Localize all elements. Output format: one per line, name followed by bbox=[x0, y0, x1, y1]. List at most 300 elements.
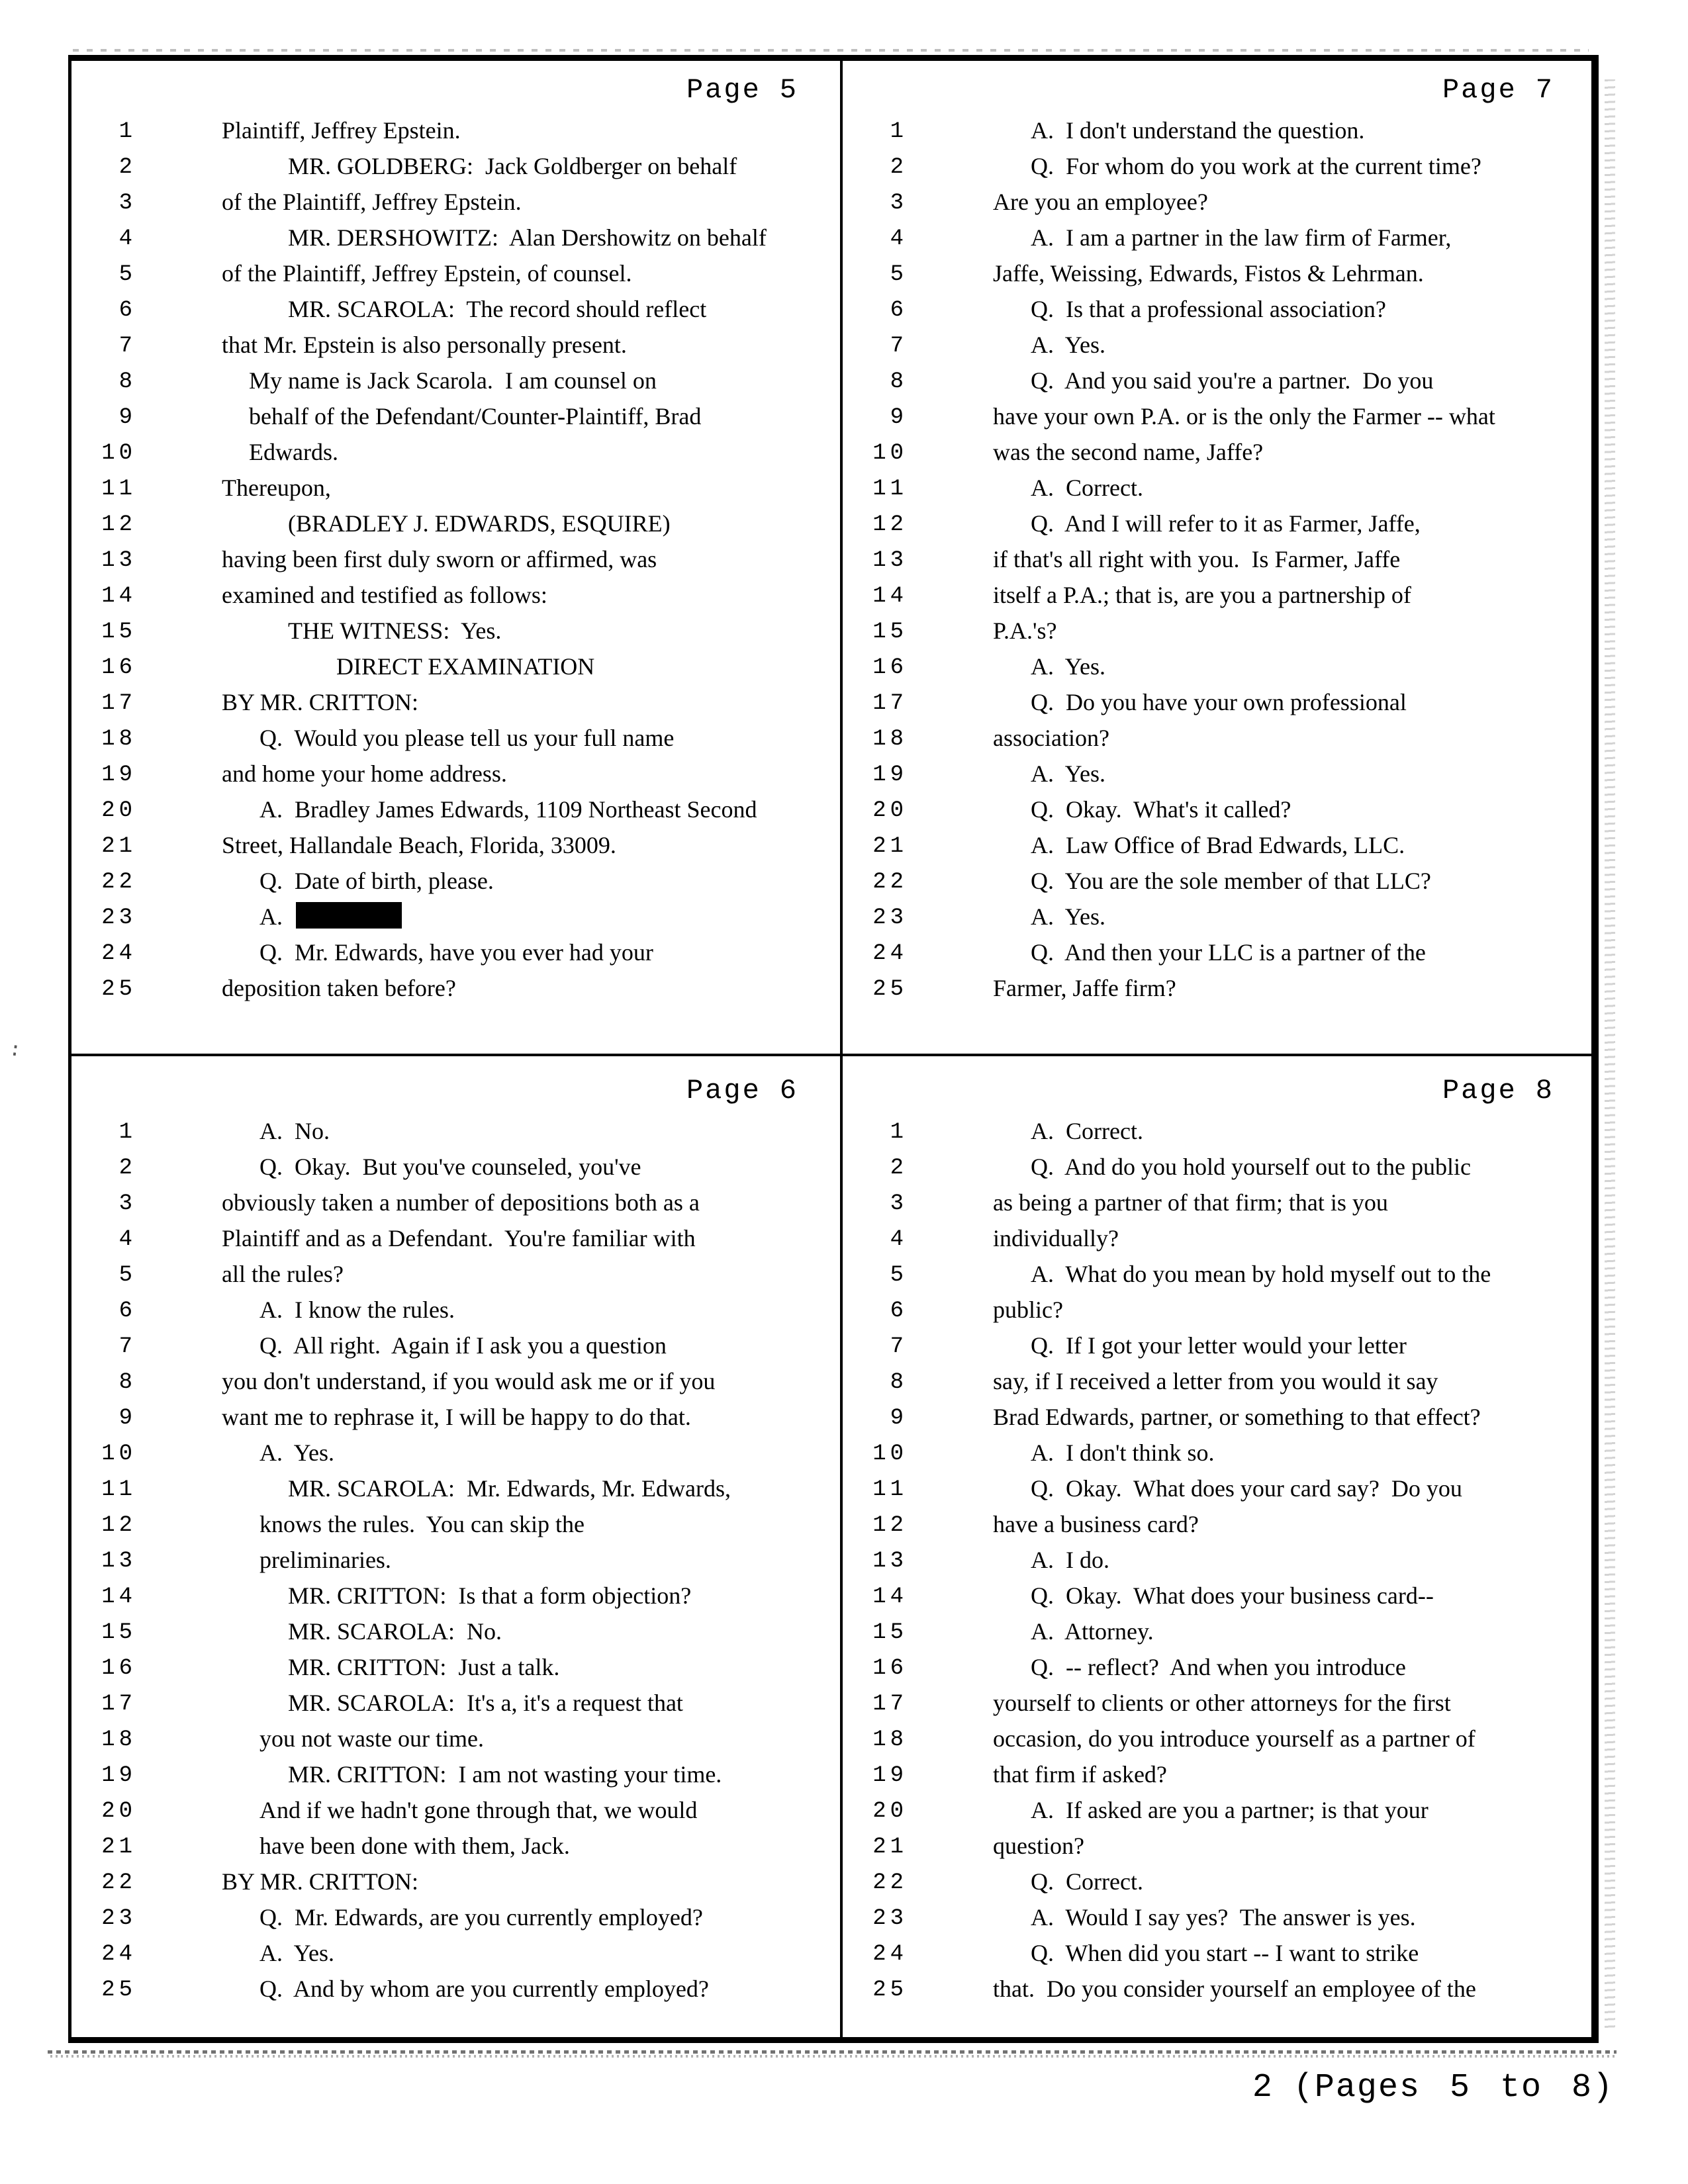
line-text: Q. Okay. But you've counseled, you've bbox=[259, 1154, 641, 1180]
line-text: occasion, do you introduce yourself as a partner of bbox=[993, 1725, 1476, 1752]
line-text: Jaffe, Weissing, Edwards, Fistos & Lehrman. bbox=[993, 260, 1424, 287]
line-number: 22 bbox=[101, 870, 136, 895]
line-text: THE WITNESS: Yes. bbox=[288, 617, 502, 644]
transcript-line bbox=[73, 936, 839, 972]
line-number: 11 bbox=[872, 1477, 908, 1502]
line-list bbox=[73, 114, 839, 1007]
line-text: A. Bradley James Edwards, 1109 Northeast Second bbox=[259, 796, 757, 823]
page-header-number: 6 bbox=[779, 1075, 798, 1107]
line-text: A. Yes. bbox=[1031, 653, 1106, 680]
line-text: BY MR. CRITTON: bbox=[222, 689, 419, 715]
line-text: A. Yes. bbox=[1031, 760, 1106, 787]
line-number: 8 bbox=[118, 369, 136, 394]
line-text: deposition taken before? bbox=[222, 975, 456, 1001]
line-text: Street, Hallandale Beach, Florida, 33009. bbox=[222, 832, 616, 858]
line-number: 11 bbox=[872, 477, 908, 502]
transcript-line bbox=[844, 650, 1595, 686]
transcript-line bbox=[844, 936, 1595, 972]
transcript-line bbox=[73, 1472, 839, 1508]
transcript-line bbox=[844, 400, 1595, 435]
transcript-line bbox=[844, 1794, 1595, 1829]
line-number: 12 bbox=[101, 1513, 136, 1538]
line-number: 6 bbox=[890, 1298, 908, 1324]
transcript-line bbox=[73, 578, 839, 614]
transcript-line bbox=[73, 1257, 839, 1293]
line-text: Plaintiff, Jeffrey Epstein. bbox=[222, 117, 461, 144]
transcript-line bbox=[73, 757, 839, 793]
line-number: 2 bbox=[118, 155, 136, 180]
line-text: Q. Mr. Edwards, have you ever had your bbox=[259, 939, 653, 966]
transcript-line bbox=[844, 1829, 1595, 1865]
line-number: 9 bbox=[890, 405, 908, 430]
transcript-line bbox=[844, 328, 1595, 364]
transcript-line bbox=[73, 1936, 839, 1972]
line-number: 4 bbox=[890, 1227, 908, 1252]
scan-noise-right bbox=[1605, 79, 1615, 2032]
line-text: you don't understand, if you would ask me or if you bbox=[222, 1368, 716, 1394]
line-number: 14 bbox=[872, 1584, 908, 1610]
page-header-label: Page bbox=[1442, 1075, 1517, 1107]
transcript-line bbox=[73, 1758, 839, 1794]
line-number: 22 bbox=[872, 870, 908, 895]
line-number: 16 bbox=[872, 1656, 908, 1681]
line-number: 17 bbox=[101, 1692, 136, 1717]
line-text: obviously taken a number of depositions both as a bbox=[222, 1189, 700, 1216]
page-header-number: 8 bbox=[1535, 1075, 1554, 1107]
line-number: 15 bbox=[872, 619, 908, 645]
transcript-line bbox=[73, 471, 839, 507]
transcript-line bbox=[73, 1329, 839, 1365]
line-number: 10 bbox=[872, 1441, 908, 1467]
line-text: Edwards. bbox=[249, 439, 338, 465]
line-number: 18 bbox=[101, 727, 136, 752]
transcript-line bbox=[844, 1543, 1595, 1579]
line-text: Q. Is that a professional association? bbox=[1031, 296, 1386, 322]
transcript-line bbox=[73, 972, 839, 1007]
line-text: association? bbox=[993, 725, 1109, 751]
transcript-line bbox=[844, 1329, 1595, 1365]
line-text: public? bbox=[993, 1297, 1063, 1323]
line-text: of the Plaintiff, Jeffrey Epstein. bbox=[222, 189, 522, 215]
transcript-line bbox=[844, 1150, 1595, 1186]
line-text: of the Plaintiff, Jeffrey Epstein, of counsel. bbox=[222, 260, 632, 287]
line-number: 23 bbox=[872, 1906, 908, 1931]
line-number: 10 bbox=[101, 441, 136, 466]
transcript-line bbox=[73, 1365, 839, 1400]
line-text: and home your home address. bbox=[222, 760, 507, 787]
line-number: 18 bbox=[872, 727, 908, 752]
line-number: 7 bbox=[118, 334, 136, 359]
transcript-line bbox=[73, 829, 839, 864]
line-text: Q. Date of birth, please. bbox=[259, 868, 494, 894]
line-text: MR. CRITTON: I am not wasting your time. bbox=[288, 1761, 722, 1788]
page-header-number: 7 bbox=[1535, 74, 1554, 106]
line-number: 2 bbox=[890, 1156, 908, 1181]
transcript-line bbox=[73, 721, 839, 757]
transcript-line bbox=[73, 543, 839, 578]
line-text: Q. Mr. Edwards, are you currently employed? bbox=[259, 1904, 703, 1931]
line-text: question? bbox=[993, 1833, 1084, 1859]
line-number: 1 bbox=[890, 1120, 908, 1145]
line-text: MR. SCAROLA: No. bbox=[288, 1618, 502, 1645]
redaction-box bbox=[296, 902, 402, 929]
line-text: A. I don't think so. bbox=[1031, 1439, 1215, 1466]
transcript-line bbox=[844, 1400, 1595, 1436]
transcript-line bbox=[844, 900, 1595, 936]
line-number: 3 bbox=[118, 1191, 136, 1216]
line-number: 14 bbox=[101, 1584, 136, 1610]
line-text: A. Yes. bbox=[1031, 332, 1106, 358]
line-number: 1 bbox=[118, 119, 136, 144]
page-header bbox=[73, 58, 839, 106]
line-text: have been done with them, Jack. bbox=[259, 1833, 570, 1859]
line-text: A. Correct. bbox=[1031, 1118, 1143, 1144]
line-text: behalf of the Defendant/Counter-Plaintiff, Brad bbox=[249, 403, 702, 430]
transcript-line bbox=[73, 150, 839, 185]
transcript-line bbox=[844, 293, 1595, 328]
transcript-line bbox=[73, 257, 839, 293]
line-text: examined and testified as follows: bbox=[222, 582, 547, 608]
page-header-number: 5 bbox=[779, 74, 798, 106]
line-number: 22 bbox=[872, 1870, 908, 1895]
line-text: Are you an employee? bbox=[993, 189, 1208, 215]
transcript-line bbox=[73, 1186, 839, 1222]
transcript-line bbox=[73, 864, 839, 900]
line-text: DIRECT EXAMINATION bbox=[336, 653, 595, 680]
line-number: 21 bbox=[101, 1835, 136, 1860]
line-number: 13 bbox=[101, 1549, 136, 1574]
line-number: 25 bbox=[101, 977, 136, 1002]
line-text: having been first duly sworn or affirmed, was bbox=[222, 546, 657, 572]
line-number: 2 bbox=[118, 1156, 136, 1181]
line-number: 9 bbox=[890, 1406, 908, 1431]
line-number: 9 bbox=[118, 1406, 136, 1431]
line-number: 8 bbox=[118, 1370, 136, 1395]
line-number: 21 bbox=[101, 834, 136, 859]
line-number: 15 bbox=[872, 1620, 908, 1645]
line-text: Q. And I will refer to it as Farmer, Jaffe, bbox=[1031, 510, 1421, 537]
line-number: 16 bbox=[101, 1656, 136, 1681]
transcript-line bbox=[73, 1436, 839, 1472]
line-text: all the rules? bbox=[222, 1261, 344, 1287]
transcript-line bbox=[844, 543, 1595, 578]
line-number: 6 bbox=[890, 298, 908, 323]
transcript-line bbox=[73, 686, 839, 721]
transcript-line bbox=[844, 1722, 1595, 1758]
line-text: Q. Correct. bbox=[1031, 1868, 1143, 1895]
transcript-line bbox=[844, 1365, 1595, 1400]
line-number: 5 bbox=[890, 262, 908, 287]
line-number: 19 bbox=[872, 1763, 908, 1788]
line-text: MR. SCAROLA: The record should reflect bbox=[288, 296, 707, 322]
line-number: 10 bbox=[101, 1441, 136, 1467]
scan-artifact-speck: : bbox=[7, 1036, 23, 1062]
line-text: MR. CRITTON: Is that a form objection? bbox=[288, 1582, 692, 1609]
line-text: preliminaries. bbox=[259, 1547, 391, 1573]
line-text: MR. SCAROLA: Mr. Edwards, Mr. Edwards, bbox=[288, 1475, 731, 1502]
line-text: A. Would I say yes? The answer is yes. bbox=[1031, 1904, 1416, 1931]
line-number: 20 bbox=[872, 798, 908, 823]
line-number: 13 bbox=[872, 1549, 908, 1574]
transcript-line bbox=[73, 1901, 839, 1936]
line-number: 20 bbox=[101, 1799, 136, 1824]
transcript-line bbox=[844, 1686, 1595, 1722]
transcript-line bbox=[844, 435, 1595, 471]
transcript-line bbox=[73, 1222, 839, 1257]
line-list bbox=[73, 1115, 839, 2008]
line-number: 15 bbox=[101, 619, 136, 645]
transcript-line bbox=[73, 1579, 839, 1615]
line-text: Q. You are the sole member of that LLC? bbox=[1031, 868, 1431, 894]
line-text: Q. For whom do you work at the current time? bbox=[1031, 153, 1481, 179]
transcript-line bbox=[73, 1115, 839, 1150]
line-number: 1 bbox=[890, 119, 908, 144]
transcript-line bbox=[844, 1972, 1595, 2008]
line-number: 17 bbox=[101, 691, 136, 716]
line-number: 12 bbox=[872, 512, 908, 537]
transcript-line bbox=[73, 793, 839, 829]
line-list bbox=[844, 1115, 1595, 2008]
line-text: And if we hadn't gone through that, we would bbox=[259, 1797, 698, 1823]
line-number: 5 bbox=[118, 1263, 136, 1288]
line-text: Plaintiff and as a Defendant. You're familiar with bbox=[222, 1225, 696, 1251]
line-text: (BRADLEY J. EDWARDS, ESQUIRE) bbox=[288, 510, 671, 537]
line-text: Q. -- reflect? And when you introduce bbox=[1031, 1654, 1406, 1680]
line-number: 22 bbox=[101, 1870, 136, 1895]
line-text: as being a partner of that firm; that is you bbox=[993, 1189, 1388, 1216]
transcript-line bbox=[73, 114, 839, 150]
transcript-line bbox=[844, 1115, 1595, 1150]
line-list bbox=[844, 114, 1595, 1007]
line-number: 8 bbox=[890, 369, 908, 394]
scan-noise-bottom bbox=[48, 2050, 1617, 2058]
line-number: 21 bbox=[872, 1835, 908, 1860]
transcript-line bbox=[73, 435, 839, 471]
line-number: 24 bbox=[101, 941, 136, 966]
transcript-line bbox=[73, 1829, 839, 1865]
line-text: A. I do. bbox=[1031, 1547, 1109, 1573]
line-number: 5 bbox=[890, 1263, 908, 1288]
line-number: 11 bbox=[101, 1477, 136, 1502]
line-text: Farmer, Jaffe firm? bbox=[993, 975, 1176, 1001]
transcript-line bbox=[844, 1508, 1595, 1543]
transcript-line bbox=[844, 1936, 1595, 1972]
line-number: 11 bbox=[101, 477, 136, 502]
line-text: A. No. bbox=[259, 1118, 330, 1144]
line-number: 6 bbox=[118, 298, 136, 323]
line-number: 23 bbox=[101, 1906, 136, 1931]
line-number: 3 bbox=[890, 191, 908, 216]
line-text: that. Do you consider yourself an employee of the bbox=[993, 1976, 1476, 2002]
transcript-line bbox=[73, 900, 839, 936]
line-text: MR. CRITTON: Just a talk. bbox=[288, 1654, 560, 1680]
line-number: 24 bbox=[872, 941, 908, 966]
transcript-line bbox=[73, 507, 839, 543]
transcript-line bbox=[73, 1508, 839, 1543]
transcript-line bbox=[73, 1150, 839, 1186]
page-header-label: Page bbox=[1442, 74, 1517, 106]
line-text: My name is Jack Scarola. I am counsel on bbox=[249, 367, 657, 394]
transcript-line bbox=[844, 1758, 1595, 1794]
line-number: 16 bbox=[872, 655, 908, 680]
transcript-line bbox=[73, 614, 839, 650]
transcript-line bbox=[844, 1901, 1595, 1936]
footer-page-number: 2 bbox=[1252, 2069, 1274, 2107]
line-text: Q. And then your LLC is a partner of the bbox=[1031, 939, 1426, 966]
page-header bbox=[844, 1059, 1595, 1107]
line-text: that firm if asked? bbox=[993, 1761, 1167, 1788]
line-number: 18 bbox=[872, 1727, 908, 1752]
line-text: A. If asked are you a partner; is that your bbox=[1031, 1797, 1429, 1823]
line-number: 14 bbox=[872, 584, 908, 609]
transcript-line bbox=[73, 328, 839, 364]
line-text: Q. All right. Again if I ask you a question bbox=[259, 1332, 667, 1359]
transcript-line bbox=[73, 364, 839, 400]
transcript-line bbox=[844, 1436, 1595, 1472]
transcript-line bbox=[844, 257, 1595, 293]
line-number: 24 bbox=[872, 1942, 908, 1967]
transcript-line bbox=[844, 114, 1595, 150]
transcript-line bbox=[844, 507, 1595, 543]
transcript-page-6 bbox=[73, 1059, 839, 2037]
line-number: 7 bbox=[118, 1334, 136, 1359]
transcript-line bbox=[73, 293, 839, 328]
transcript-line bbox=[844, 185, 1595, 221]
transcript-line bbox=[73, 1686, 839, 1722]
line-text: yourself to clients or other attorneys for the first bbox=[993, 1690, 1451, 1716]
transcript-line bbox=[73, 1794, 839, 1829]
line-text: want me to rephrase it, I will be happy to do that. bbox=[222, 1404, 691, 1430]
line-number: 7 bbox=[890, 334, 908, 359]
transcript-line bbox=[844, 1651, 1595, 1686]
column-divider-line bbox=[840, 56, 843, 2042]
line-text: A. Attorney. bbox=[1031, 1618, 1154, 1645]
transcript-line bbox=[73, 1400, 839, 1436]
line-text: knows the rules. You can skip the bbox=[259, 1511, 585, 1537]
line-number: 25 bbox=[872, 977, 908, 1002]
transcript-page-5 bbox=[73, 58, 839, 1051]
line-text: individually? bbox=[993, 1225, 1119, 1251]
transcript-line bbox=[73, 650, 839, 686]
transcript-line bbox=[844, 1257, 1595, 1293]
line-number: 16 bbox=[101, 655, 136, 680]
line-number: 23 bbox=[101, 905, 136, 931]
line-number: 10 bbox=[872, 441, 908, 466]
transcript-line bbox=[844, 1472, 1595, 1508]
transcript-line bbox=[73, 1972, 839, 2008]
line-number: 17 bbox=[872, 691, 908, 716]
transcript-line bbox=[844, 686, 1595, 721]
line-text: A. I know the rules. bbox=[259, 1297, 455, 1323]
line-number: 25 bbox=[101, 1978, 136, 2003]
line-number: 4 bbox=[118, 226, 136, 251]
line-text: A. Law Office of Brad Edwards, LLC. bbox=[1031, 832, 1405, 858]
line-number: 5 bbox=[118, 262, 136, 287]
transcript-line bbox=[844, 1186, 1595, 1222]
line-text: Thereupon, bbox=[222, 475, 331, 501]
line-text: Brad Edwards, partner, or something to that effect? bbox=[993, 1404, 1481, 1430]
transcript-line bbox=[73, 1293, 839, 1329]
line-text: itself a P.A.; that is, are you a partnership of bbox=[993, 582, 1411, 608]
transcript-line bbox=[844, 471, 1595, 507]
line-number: 23 bbox=[872, 905, 908, 931]
transcript-line bbox=[844, 757, 1595, 793]
transcript-line bbox=[844, 829, 1595, 864]
line-text: A. Correct. bbox=[1031, 475, 1143, 501]
line-number: 8 bbox=[890, 1370, 908, 1395]
line-text: MR. DERSHOWITZ: Alan Dershowitz on behalf bbox=[288, 224, 767, 251]
transcript-line bbox=[844, 864, 1595, 900]
line-text: A. bbox=[259, 900, 839, 933]
line-number: 19 bbox=[101, 1763, 136, 1788]
line-number: 20 bbox=[101, 798, 136, 823]
transcript-line bbox=[844, 1293, 1595, 1329]
line-text: Q. And do you hold yourself out to the public bbox=[1031, 1154, 1471, 1180]
line-text: Q. Would you please tell us your full name bbox=[259, 725, 675, 751]
page-header bbox=[73, 1059, 839, 1107]
line-number: 15 bbox=[101, 1620, 136, 1645]
line-text: Q. Okay. What does your card say? Do you bbox=[1031, 1475, 1462, 1502]
scan-noise-top bbox=[73, 49, 1589, 52]
transcript-line bbox=[73, 221, 839, 257]
page-header bbox=[844, 58, 1595, 106]
transcript-page-7 bbox=[844, 58, 1595, 1051]
line-text: A. I don't understand the question. bbox=[1031, 117, 1365, 144]
transcript-line bbox=[844, 578, 1595, 614]
line-number: 19 bbox=[872, 762, 908, 788]
line-number: 2 bbox=[890, 155, 908, 180]
line-number: 3 bbox=[118, 191, 136, 216]
page-header-label: Page bbox=[686, 74, 761, 106]
transcript-line bbox=[844, 1865, 1595, 1901]
transcript-line bbox=[844, 150, 1595, 185]
line-number: 25 bbox=[872, 1978, 908, 2003]
footer-page-range: (Pages 5 to 8) bbox=[1293, 2069, 1614, 2107]
line-text: MR. GOLDBERG: Jack Goldberger on behalf bbox=[288, 153, 737, 179]
line-number: 6 bbox=[118, 1298, 136, 1324]
transcript-page-8 bbox=[844, 1059, 1595, 2037]
transcript-line bbox=[844, 364, 1595, 400]
line-number: 17 bbox=[872, 1692, 908, 1717]
line-number: 9 bbox=[118, 405, 136, 430]
transcript-line bbox=[844, 1579, 1595, 1615]
line-text: have a business card? bbox=[993, 1511, 1199, 1537]
line-number: 3 bbox=[890, 1191, 908, 1216]
transcript-line bbox=[73, 1651, 839, 1686]
transcript-line bbox=[844, 614, 1595, 650]
transcript-line bbox=[844, 1615, 1595, 1651]
line-number: 20 bbox=[872, 1799, 908, 1824]
line-text: A. I am a partner in the law firm of Farmer, bbox=[1031, 224, 1452, 251]
line-text: Q. When did you start -- I want to strike bbox=[1031, 1940, 1419, 1966]
sheet-footer bbox=[1252, 2069, 1614, 2107]
line-number: 14 bbox=[101, 584, 136, 609]
line-text: Q. And by whom are you currently employed? bbox=[259, 1976, 709, 2002]
line-text: A. Yes. bbox=[259, 1439, 335, 1466]
line-number: 4 bbox=[118, 1227, 136, 1252]
line-text: A. What do you mean by hold myself out to the bbox=[1031, 1261, 1491, 1287]
line-text: P.A.'s? bbox=[993, 617, 1057, 644]
line-number: 1 bbox=[118, 1120, 136, 1145]
line-number: 24 bbox=[101, 1942, 136, 1967]
line-text: A. Yes. bbox=[1031, 903, 1106, 930]
page-header-label: Page bbox=[686, 1075, 761, 1107]
line-text: Q. Okay. What's it called? bbox=[1031, 796, 1291, 823]
line-number: 13 bbox=[872, 548, 908, 573]
transcript-line bbox=[73, 1543, 839, 1579]
transcript-line bbox=[844, 1222, 1595, 1257]
line-number: 21 bbox=[872, 834, 908, 859]
